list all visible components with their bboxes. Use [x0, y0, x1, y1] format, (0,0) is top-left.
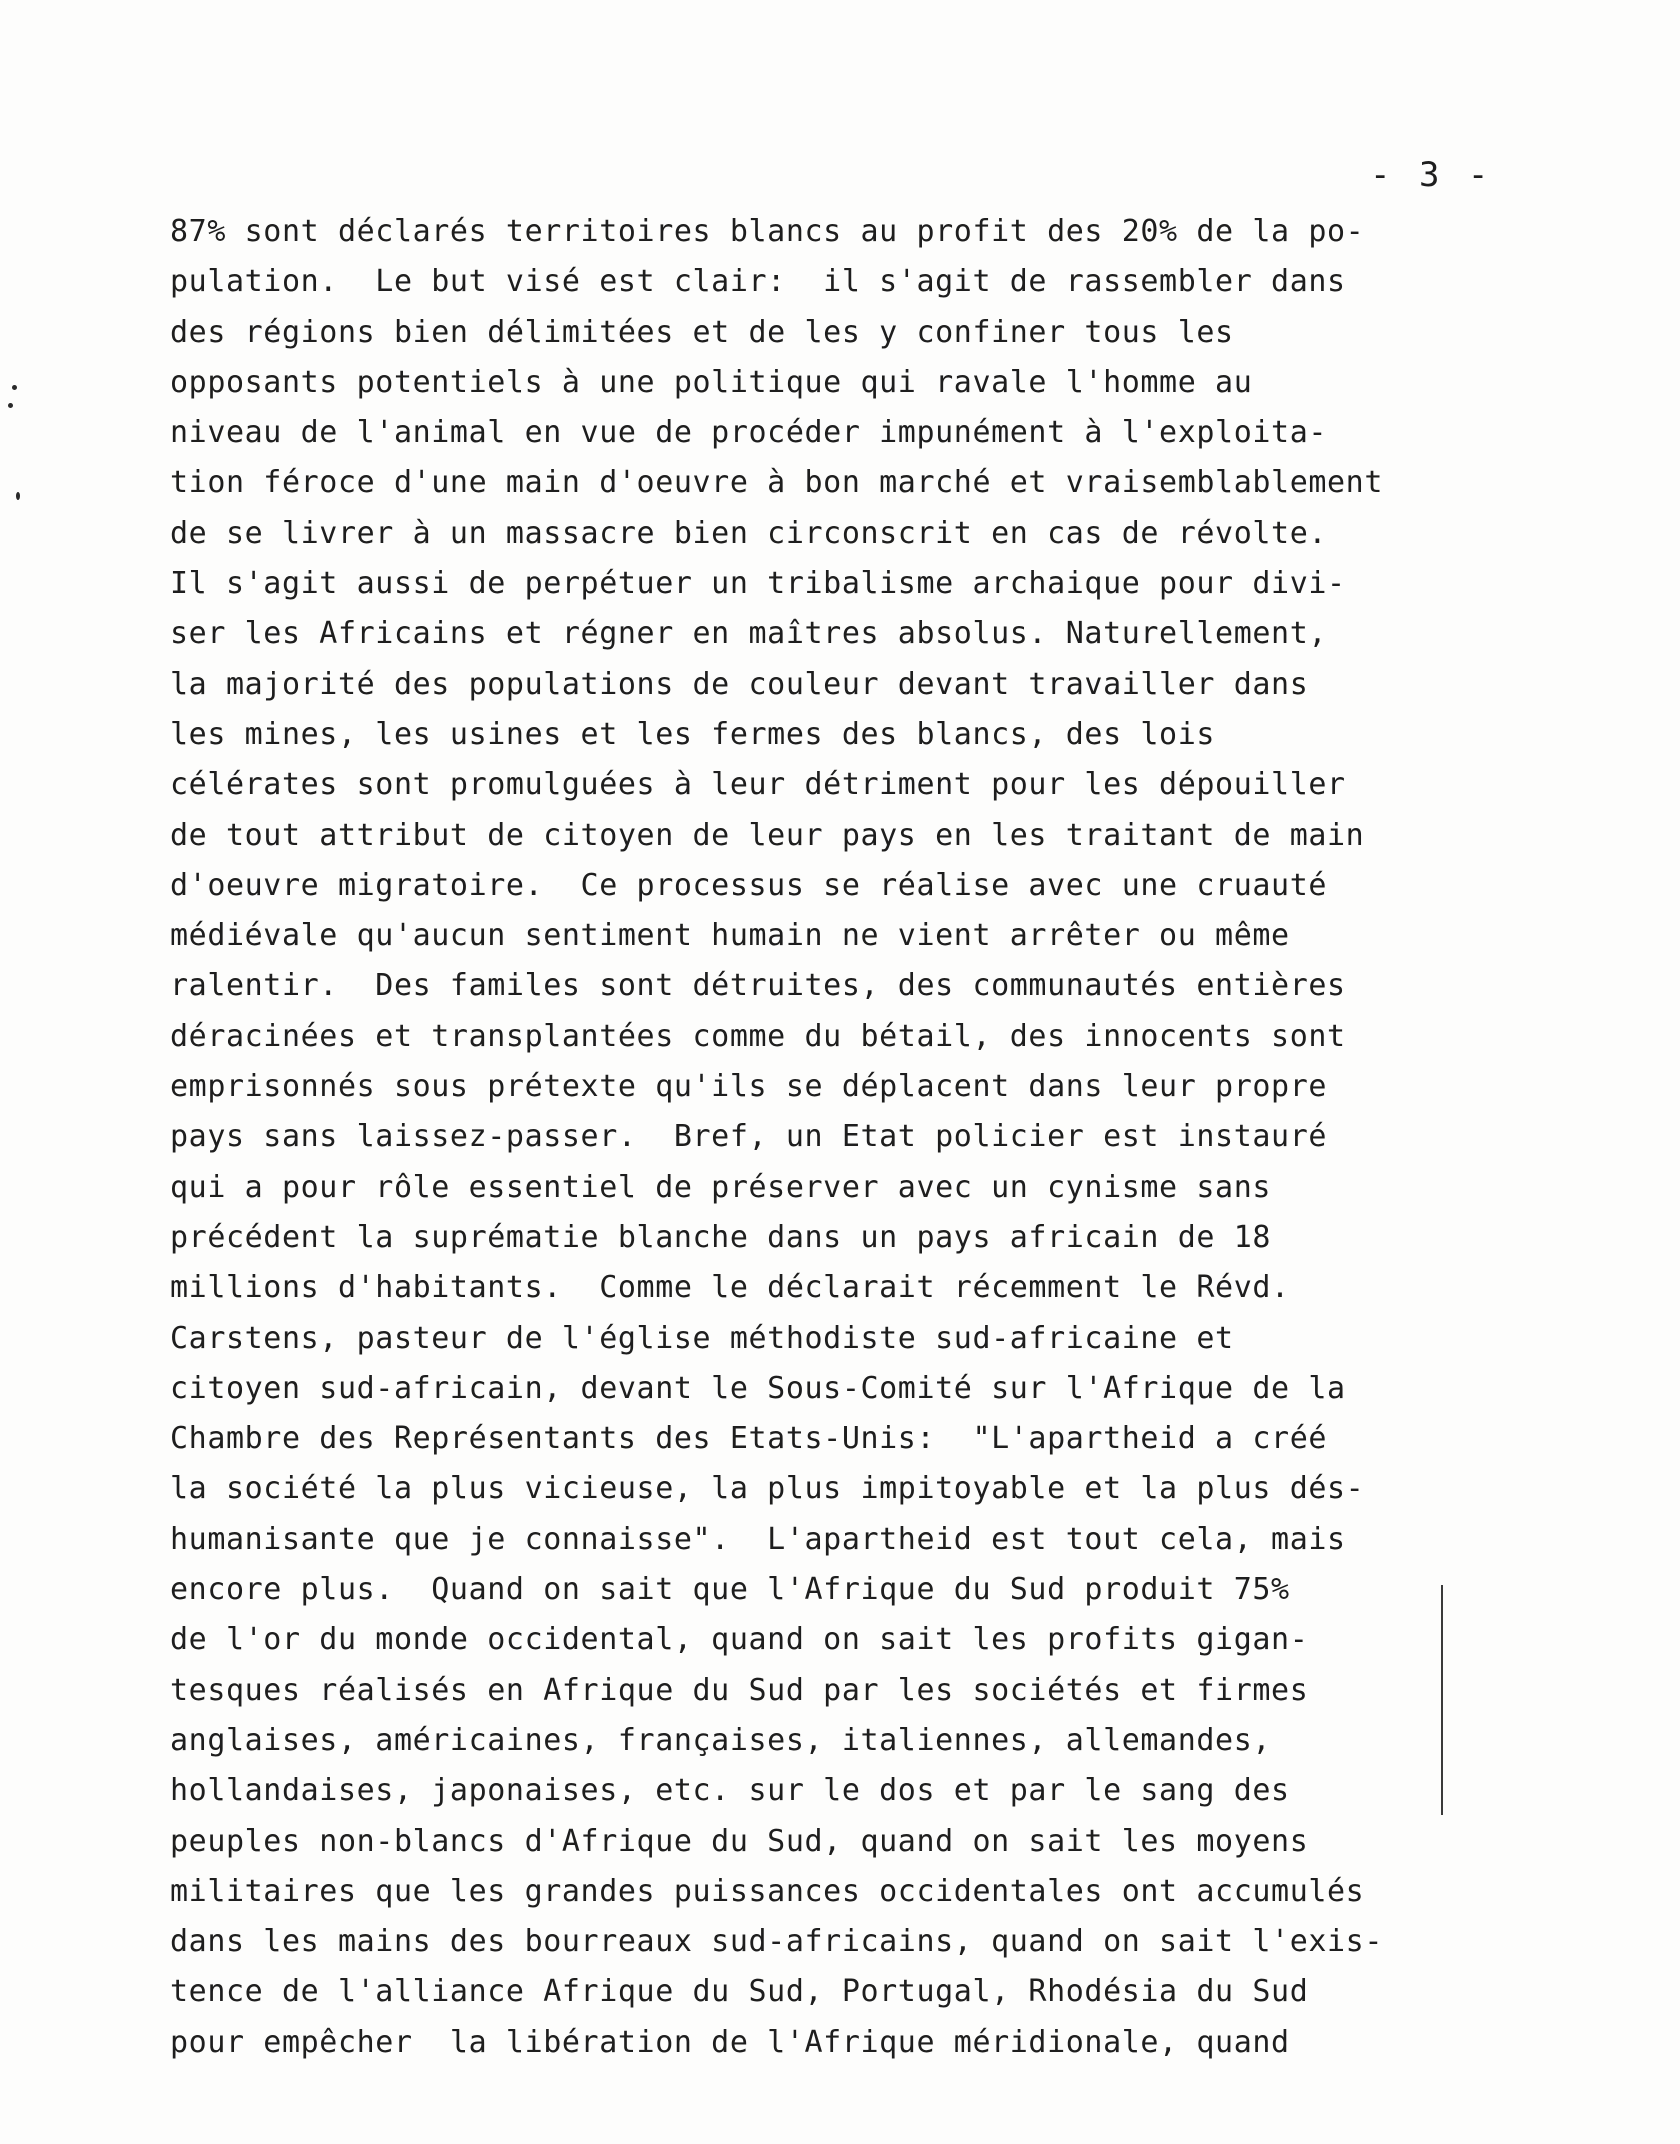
text-line: peuples non-blancs d'Afrique du Sud, quand on sait les moyens [170, 1823, 1309, 1859]
text-line: pulation. Le but visé est clair: il s'agit de rassembler dans [170, 264, 1346, 300]
text-line: la majorité des populations de couleur devant travailler dans [170, 666, 1309, 702]
text-line: pour empêcher la libération de l'Afrique méridionale, quand [170, 2024, 1290, 2060]
text-line: ser les Africains et régner en maîtres absolus. Naturellement, [170, 616, 1328, 652]
text-line: Chambre des Représentants des Etats-Unis: "L'apartheid a créé [170, 1421, 1328, 1457]
text-line: hollandaises, japonaises, etc. sur le dos et par le sang des [170, 1773, 1290, 1809]
text-line: déracinées et transplantées comme du bétail, des innocents sont [170, 1018, 1346, 1054]
text-line: médiévale qu'aucun sentiment humain ne vient arrêter ou même [170, 918, 1290, 954]
text-line: tence de l'alliance Afrique du Sud, Portugal, Rhodésia du Sud [170, 1974, 1309, 2010]
text-line: Il s'agit aussi de perpétuer un tribalisme archaique pour divi- [170, 566, 1346, 602]
text-line: ralentir. Des familes sont détruites, des communautés entières [170, 968, 1346, 1004]
text-line: tesques réalisés en Afrique du Sud par les sociétés et firmes [170, 1672, 1309, 1708]
text-line: pays sans laissez-passer. Bref, un Etat policier est instauré [170, 1119, 1328, 1155]
text-line: dans les mains des bourreaux sud-africains, quand on sait l'exis- [170, 1924, 1383, 1960]
margin-speck [12, 385, 17, 390]
body-text [170, 207, 1530, 2068]
text-line: encore plus. Quand on sait que l'Afrique du Sud produit 75% [170, 1572, 1290, 1608]
text-line: qui a pour rôle essentiel de préserver avec un cynisme sans [170, 1169, 1272, 1205]
text-line: la société la plus vicieuse, la plus impitoyable et la plus dés- [170, 1471, 1365, 1507]
text-line: anglaises, américaines, françaises, italiennes, allemandes, [170, 1722, 1272, 1758]
text-line: opposants potentiels à une politique qui ravale l'homme au [170, 364, 1253, 400]
text-line: précédent la suprématie blanche dans un pays africain de 18 [170, 1219, 1272, 1255]
text-line: militaires que les grandes puissances occidentales ont accumulés [170, 1873, 1365, 1909]
text-line: millions d'habitants. Comme le déclarait récemment le Révd. [170, 1270, 1290, 1306]
text-line: de tout attribut de citoyen de leur pays en les traitant de main [170, 817, 1365, 853]
text-line: niveau de l'animal en vue de procéder impunément à l'exploita- [170, 415, 1328, 451]
text-line: des régions bien délimitées et de les y confiner tous les [170, 314, 1234, 350]
text-line: de l'or du monde occidental, quand on sait les profits gigan- [170, 1622, 1309, 1658]
margin-speck [8, 403, 13, 408]
margin-bracket-mark [1433, 1585, 1443, 1815]
text-line: les mines, les usines et les fermes des blancs, des lois [170, 716, 1216, 752]
text-line: humanisante que je connaisse". L'apartheid est tout cela, mais [170, 1521, 1346, 1557]
text-line: 87% sont déclarés territoires blancs au profit des 20% de la po- [170, 214, 1365, 249]
text-line: Carstens, pasteur de l'église méthodiste sud-africaine et [170, 1320, 1234, 1356]
text-line: célérates sont promulguées à leur détriment pour les dépouiller [170, 767, 1346, 803]
text-line: emprisonnés sous prétexte qu'ils se déplacent dans leur propre [170, 1069, 1328, 1105]
text-line: citoyen sud-africain, devant le Sous-Comité sur l'Afrique de la [170, 1370, 1346, 1406]
margin-speck [16, 492, 20, 500]
page-number: - 3 - [1370, 155, 1493, 195]
text-line: d'oeuvre migratoire. Ce processus se réalise avec une cruauté [170, 867, 1328, 903]
text-line: tion féroce d'une main d'oeuvre à bon marché et vraisemblablement [170, 465, 1383, 501]
text-line: de se livrer à un massacre bien circonscrit en cas de révolte. [170, 515, 1328, 551]
